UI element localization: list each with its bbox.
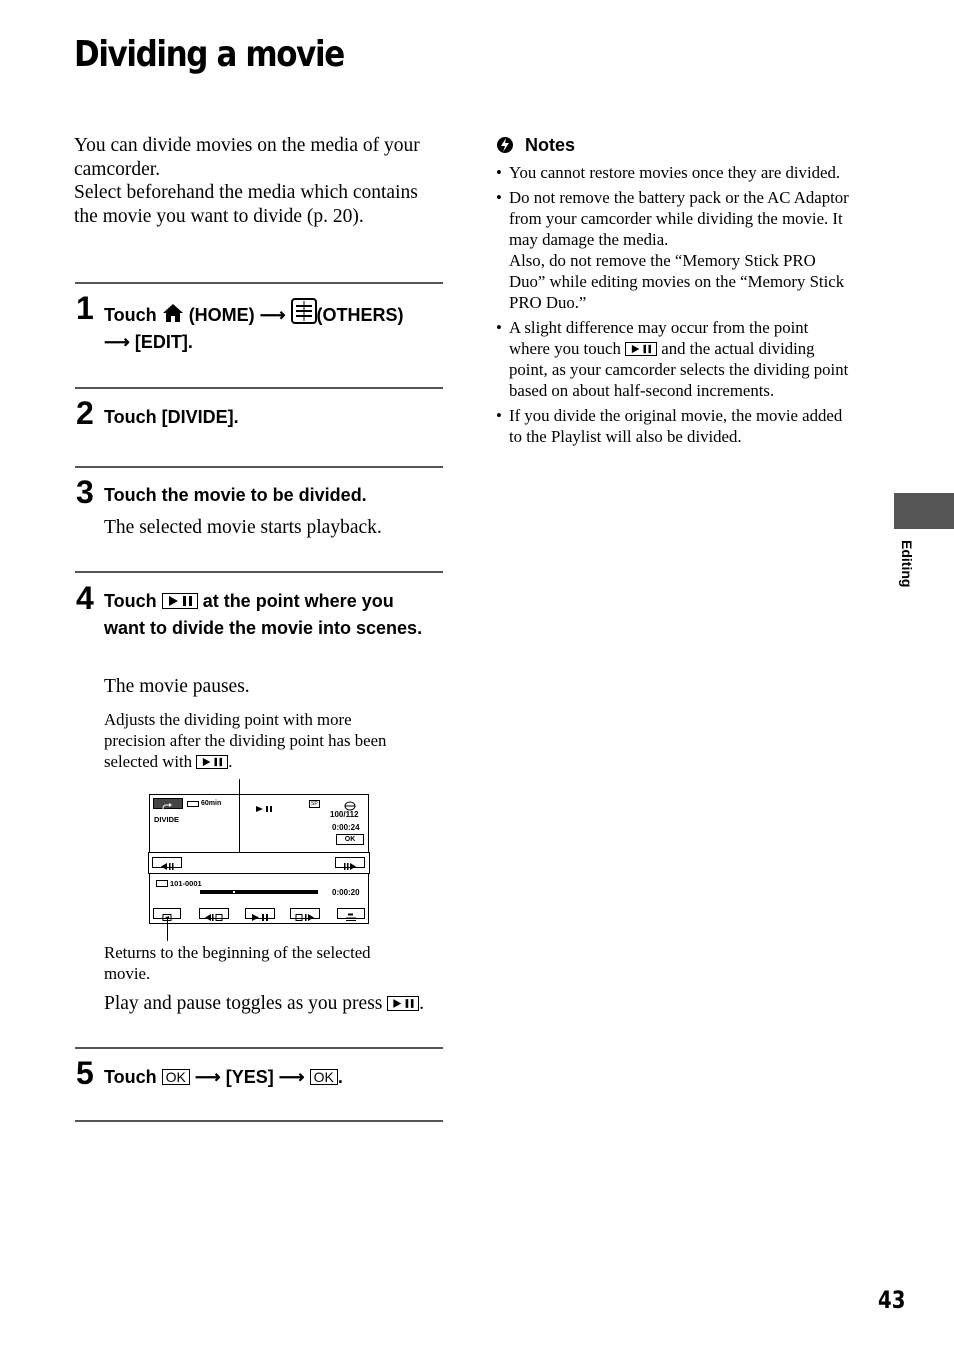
page-title: Dividing a movie xyxy=(74,34,344,75)
return-button[interactable] xyxy=(153,798,183,809)
step-1-home: (HOME) xyxy=(188,305,255,325)
note-text-cont: and the actual dividing point, as your camcorder selects the dividing point based on about half-second increments. xyxy=(509,339,849,400)
arrow-icon: ⟶ xyxy=(194,1067,221,1087)
frame-forward-button[interactable] xyxy=(290,908,320,919)
divider xyxy=(75,282,443,284)
time-bottom: 0:00:20 xyxy=(332,888,360,897)
play-pause-icon xyxy=(255,800,275,818)
callout-top xyxy=(104,709,404,772)
step-1-edit: [EDIT]. xyxy=(134,331,193,352)
step-1-others: (OTHERS) xyxy=(316,305,404,325)
frame-back-button[interactable] xyxy=(199,908,229,919)
step-3-sub: The selected movie starts playback. xyxy=(104,517,382,538)
list-item: • If you divide the original movie, the movie added to the Playlist will also be divided. xyxy=(496,406,843,446)
callout-top-end: . xyxy=(228,752,233,771)
divider xyxy=(75,1120,443,1122)
home-icon xyxy=(162,305,184,325)
step-5-touch: Touch xyxy=(104,1067,157,1087)
divider xyxy=(75,387,443,389)
side-tab-label: Editing xyxy=(899,540,915,588)
callout-top-text: Adjusts the dividing point with more precision after the dividing point has been selected with xyxy=(104,710,387,771)
note-text: If you divide the original movie, the movie added to the Playlist will also be divided. xyxy=(509,406,843,446)
notes-heading xyxy=(496,135,575,156)
play-pause-icon xyxy=(196,755,228,769)
intro-text: You can divide movies on the media of your camcorder. Select beforehand the media which contains the movie you want to divide (p. 20). xyxy=(74,135,420,227)
step-2-text: Touch [DIVIDE]. xyxy=(104,407,239,427)
step-4-touch: Touch xyxy=(104,591,157,611)
list-item: • A slight difference may occur from the point where you touch and the actual dividing point, as your camcorder selects the dividing point based on about half-second increments. xyxy=(496,318,849,400)
quality-badge: SP xyxy=(311,801,318,807)
step-number: 2 xyxy=(76,395,94,431)
play-pause-icon xyxy=(162,593,198,609)
step-4-text xyxy=(104,588,439,641)
adjust-bar xyxy=(148,852,370,874)
lcd-screen xyxy=(149,794,369,924)
note-text: You cannot restore movies once they are divided. xyxy=(509,163,841,182)
step-3-text: Touch the movie to be divided. xyxy=(104,485,367,505)
adjust-back-button[interactable] xyxy=(152,857,182,868)
step-4-rest: at the point where you want to divide the movie into scenes. xyxy=(104,591,423,638)
toggle-text-end: . xyxy=(419,993,425,1014)
step-number: 1 xyxy=(76,290,94,326)
step-number: 5 xyxy=(76,1055,94,1091)
step-number: 4 xyxy=(76,580,94,616)
mode-label: DIVIDE xyxy=(154,815,180,824)
play-pause-icon xyxy=(625,342,657,356)
step-5-text xyxy=(104,1064,439,1091)
page-number: 43 xyxy=(878,1286,906,1314)
note-text: A slight difference may occur from the point where you touch xyxy=(509,318,809,358)
file-number: 101-0001 xyxy=(170,879,202,888)
ok-icon: OK xyxy=(162,1069,190,1085)
notes-list xyxy=(496,162,851,451)
battery-time: 60min xyxy=(201,800,222,807)
progress-marker xyxy=(232,890,236,894)
divider xyxy=(75,1047,443,1049)
adjust-forward-button[interactable] xyxy=(335,857,365,868)
notes-heading-text: Notes xyxy=(525,135,576,155)
step-5-end: . xyxy=(337,1067,343,1087)
progress-bar[interactable] xyxy=(200,890,318,894)
side-tab xyxy=(894,493,954,529)
callout-bottom: Returns to the beginning of the selected movie. xyxy=(104,943,371,983)
list-item: • Do not remove the battery pack or the AC Adaptor from your camcorder while dividing the movie. It may damage the media. Also, do not remove the “Memory Stick PRO Duo” while editing movies on the “Memory Stick PRO Duo.” xyxy=(496,188,849,312)
film-icon xyxy=(156,880,168,887)
time-top: 0:00:24 xyxy=(332,823,360,832)
step-1-touch: Touch xyxy=(104,305,157,325)
step-1-text xyxy=(104,298,439,355)
counter: 100/112 xyxy=(330,810,359,819)
others-icon xyxy=(291,305,317,325)
play-pause-button[interactable] xyxy=(245,908,275,919)
step-5-yes: [YES] xyxy=(225,1067,274,1087)
arrow-icon: ⟶ xyxy=(259,305,286,325)
toggle-text xyxy=(104,993,424,1015)
play-pause-icon xyxy=(387,996,419,1011)
caution-icon xyxy=(496,135,514,155)
option-button[interactable] xyxy=(337,908,365,919)
divider xyxy=(75,466,443,468)
toggle-text-main: Play and pause toggles as you press xyxy=(104,993,383,1014)
battery-icon xyxy=(187,801,199,807)
step-4-sub: The movie pauses. xyxy=(104,676,250,697)
arrow-icon: ⟶ xyxy=(104,331,130,352)
list-item: • You cannot restore movies once they are divided. xyxy=(496,163,841,182)
divider xyxy=(75,571,443,573)
ok-button[interactable]: OK xyxy=(336,834,364,845)
ok-icon: OK xyxy=(310,1069,338,1085)
return-start-button[interactable] xyxy=(153,908,181,919)
step-number: 3 xyxy=(76,474,94,510)
note-text: Do not remove the battery pack or the AC Adaptor from your camcorder while dividing the movie. It may damage the media. Also, do not remove the “Memory Stick PRO Duo” while editing movies on the “Memory Stick PRO Duo.” xyxy=(509,188,849,312)
arrow-icon: ⟶ xyxy=(278,1067,305,1087)
